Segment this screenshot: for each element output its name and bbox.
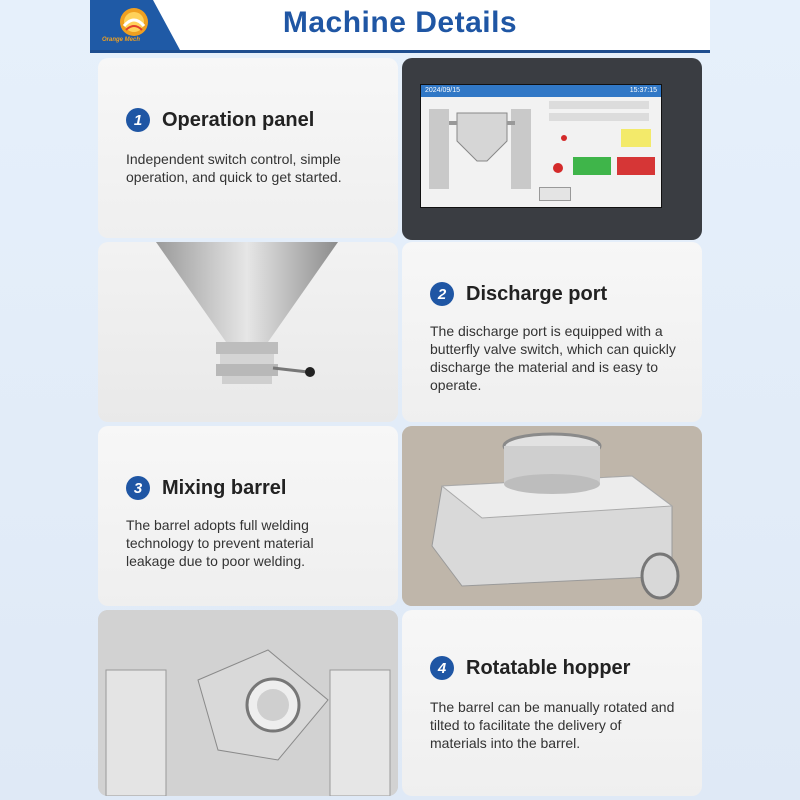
feature-number-badge: 4	[430, 656, 454, 680]
feature-title: Operation panel	[162, 108, 315, 131]
mixing-barrel-photo	[402, 426, 702, 606]
rotatable-hopper-icon	[98, 610, 398, 796]
screen-date: 2024/09/15	[425, 87, 461, 94]
discharge-port-photo	[98, 242, 398, 422]
screen-status-bar	[421, 85, 661, 97]
feature-card-3	[98, 426, 398, 606]
feature-card-2	[402, 242, 702, 422]
mixer-diagram-icon	[427, 101, 537, 191]
page-title: Machine Details	[282, 6, 518, 39]
feature-description: The discharge port is equipped with a butterfly valve switch, which can quickly discharge the material and is easy to operate.	[430, 323, 676, 393]
logo-text: Orange Mech	[102, 37, 141, 43]
return-button[interactable]	[539, 187, 571, 201]
emergency-stop-button[interactable]	[617, 157, 655, 175]
feature-description: The barrel adopts full welding technology to prevent material leakage due to poor welding.	[126, 517, 314, 569]
status-dot-icon	[561, 135, 567, 141]
indicator-button[interactable]	[621, 129, 651, 147]
touch-screen	[420, 84, 662, 208]
feature-number-badge: 1	[126, 108, 150, 132]
feature-description: The barrel can be manually rotated and tilted to facilitate the delivery of materials into the barrel.	[430, 699, 675, 751]
feature-title: Mixing barrel	[162, 476, 287, 499]
start-button[interactable]	[573, 157, 611, 175]
feature-card-4	[402, 610, 702, 796]
feature-title: Rotatable hopper	[466, 656, 631, 679]
stop-icon	[553, 163, 563, 173]
feature-description: Independent switch control, simple operation, and quick to get started.	[126, 151, 342, 185]
screen-time: 15:37:15	[629, 87, 657, 94]
setting-row	[549, 101, 649, 109]
setting-row	[549, 113, 649, 121]
mixing-barrel-icon	[402, 426, 702, 606]
feature-number-badge: 2	[430, 282, 454, 306]
discharge-port-icon	[98, 242, 398, 422]
feature-title: Discharge port	[466, 282, 608, 305]
feature-number-badge: 3	[126, 476, 150, 500]
feature-card-1	[98, 58, 398, 238]
rotatable-hopper-photo	[98, 610, 398, 796]
